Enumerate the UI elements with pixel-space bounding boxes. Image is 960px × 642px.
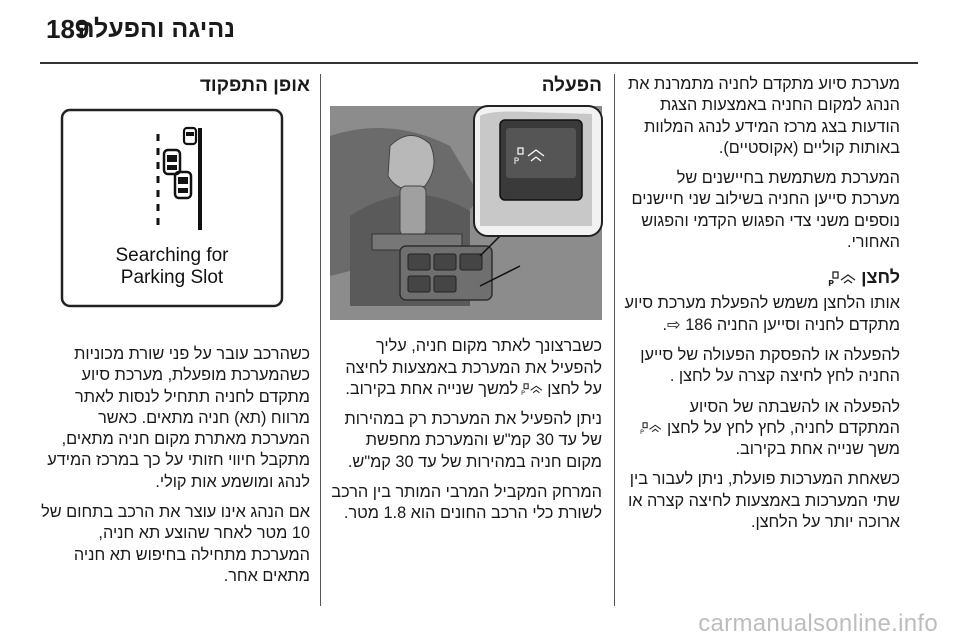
header-divider xyxy=(40,62,918,64)
paragraph-switching: כשאחת המערכות פועלת, ניתן לעבור בין שתי המערכות באמצעות לחיצה קצרה או ארוכה יותר על הלחצן. xyxy=(628,470,900,532)
button-heading-text: לחצן xyxy=(861,267,900,288)
column-right xyxy=(624,74,900,542)
console-figure xyxy=(330,106,602,326)
paragraph-activate xyxy=(330,336,602,400)
activate-text-b: למשך שנייה אחת בקירוב. xyxy=(345,379,519,398)
heading-operation: הפעלה xyxy=(541,75,602,96)
parking-assist-icon xyxy=(828,271,856,288)
parking-assist-icon xyxy=(520,383,543,398)
svg-text:P: P xyxy=(640,428,645,437)
paragraph-timeout: אם הנהג אינו עוצר את הרכב בתחום של 10 מטר לאחר שהוצע תא חניה, המערכת מתחילה בחיפוש תא חניה מתאים אחר. xyxy=(41,503,310,585)
section-title: נהיגה והפעלה xyxy=(77,15,235,43)
page-number: 189 xyxy=(46,14,90,44)
paragraph-long-press xyxy=(624,397,900,461)
parking-assist-icon xyxy=(642,422,662,435)
long-press-text-a: להפעלה או להשבתה של הסיוע המתקדם לחניה, לחץ לחץ על לחצן xyxy=(667,397,900,437)
activate-text-a: כשברצונך לאתר מקום חניה, עליך להפעיל את המערכת באמצעות לחיצה על לחצן xyxy=(345,337,602,398)
column-divider-left xyxy=(320,74,321,606)
center-console-illustration xyxy=(330,106,602,320)
button-heading xyxy=(624,265,900,289)
paragraph-sensors: המערכת משתמשת בחיישנים של מערכת סייען החניה בשילוב שני חיישנים נוספים משני צדי הפגוש הקדמי והפגוש האחורי. xyxy=(631,169,900,252)
svg-text:P: P xyxy=(513,157,519,167)
svg-text:P: P xyxy=(520,389,525,398)
long-press-text-b: משך שנייה אחת בקירוב. xyxy=(735,440,900,459)
paragraph-intro: מערכת סיוע מתקדם לחניה מתמרנת את הנהג למקום החניה באמצעות הצגת הודעות בצג מרכז המידע לנהג המלוות באותות קוליים (אקוסטיים). xyxy=(628,75,900,157)
heading-function: אופן התפקוד xyxy=(199,75,310,96)
column-divider-right xyxy=(614,74,615,606)
watermark: carmanualsonline.info xyxy=(698,610,938,637)
svg-text:P: P xyxy=(828,278,835,288)
paragraph-speed-limit: ניתן להפעיל את המערכת רק במהירות של עד 30 קמ"ש והמערכת מחפשת מקום חניה במהירות של עד 30 קמ"ש. xyxy=(344,410,602,471)
screen-text-line1: Searching for xyxy=(115,245,229,266)
screen-text-line2: Parking Slot xyxy=(120,267,224,288)
column-middle xyxy=(330,74,602,534)
paragraph-button-function: אותו הלחצן משמש להפעלת מערכת סיוע מתקדם לחניה וסייען החניה 186 ⇨. xyxy=(624,294,900,334)
paragraph-searching: כשהרכב עובר על פני שורת מכוניות כשהמערכת מופעלת, מערכת סיוע מתקדם לחניה תתחיל לנסות לאתר מרווח (תא) חניה מתאים. כאשר המערכת מאתרת מקום חניה מתאים, מתקבל חיווי חזותי על כך במרכז המידע לנהג ומושמע אות קולי. xyxy=(47,345,310,491)
paragraph-short-press: להפעלה או להפסקת הפעולה של סייען החניה לחץ לחיצה קצרה על לחצן . xyxy=(640,345,900,386)
page-header xyxy=(0,0,960,62)
paragraph-distance: המרחק המקביל המרבי המותר בין הרכב לשורת כלי הרכב החונים הוא 1.8 מטר. xyxy=(331,483,602,523)
parking-display-figure xyxy=(60,108,284,308)
